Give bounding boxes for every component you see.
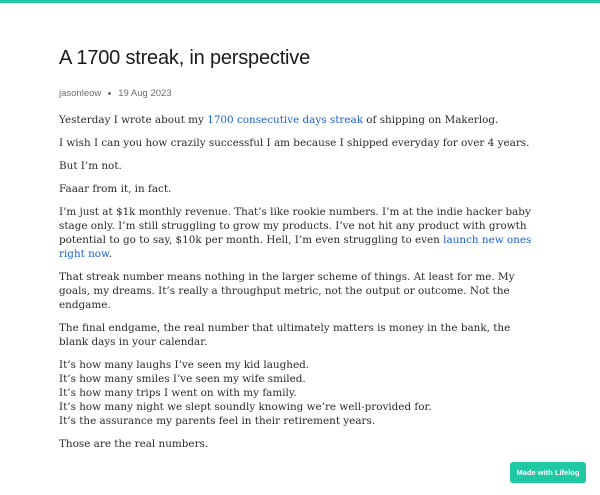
line-laughs: It’s how many laughs I’ve seen my kid laughed. xyxy=(59,359,310,371)
post-title: A 1700 streak, in perspective xyxy=(59,47,311,69)
paragraph-4: Faaar from it, in fact. xyxy=(59,183,172,195)
post-author[interactable]: jasonleow xyxy=(59,87,102,99)
launch-new-ones-link[interactable]: launch new ones right now xyxy=(59,234,532,260)
line-smiles: It’s how many smiles I’ve seen my wife smiled. xyxy=(59,373,306,385)
line-nights: It’s how many night we slept soundly knowing we’re well-provided for. xyxy=(59,401,432,413)
streak-post-link[interactable]: 1700 consecutive days streak xyxy=(207,114,363,126)
paragraph-5: I’m just at $1k monthly revenue. That’s like rookie numbers. I’m at the indie hacker baby stage only. I’m still struggling to grow my products. I’ve not hit any product with growth potential to go to say, $10k per month. Hell, I’m even struggling to even launch new ones right now. xyxy=(59,206,532,260)
top-accent-bar xyxy=(0,0,600,3)
line-trips: It’s how many trips I went on with my family. xyxy=(59,387,297,399)
meta-separator-dot xyxy=(108,92,111,95)
paragraph-2: I wish I can you how crazily successful I am because I shipped everyday for over 4 years. xyxy=(59,137,530,149)
paragraph-1: Yesterday I wrote about my 1700 consecutive days streak of shipping on Makerlog. xyxy=(59,114,499,126)
paragraph-7: The final endgame, the real number that ultimately matters is money in the bank, the blank days in your calendar. xyxy=(59,322,511,348)
line-parents: It’s the assurance my parents feel in their retirement years. xyxy=(59,415,376,427)
post-date: 19 Aug 2023 xyxy=(118,87,172,99)
post-article xyxy=(59,46,539,460)
paragraph-8 xyxy=(59,358,539,428)
made-with-lifelog-button[interactable]: Made with Lifelog xyxy=(510,462,586,483)
post-body xyxy=(59,113,539,451)
post-meta xyxy=(59,86,539,100)
paragraph-9: Those are the real numbers. xyxy=(59,438,209,450)
paragraph-6: That streak number means nothing in the larger scheme of things. At least for me. My goals, my dreams. It’s really a throughput metric, not the output or outcome. Not the endgame. xyxy=(59,271,515,311)
paragraph-3: But I’m not. xyxy=(59,160,122,172)
